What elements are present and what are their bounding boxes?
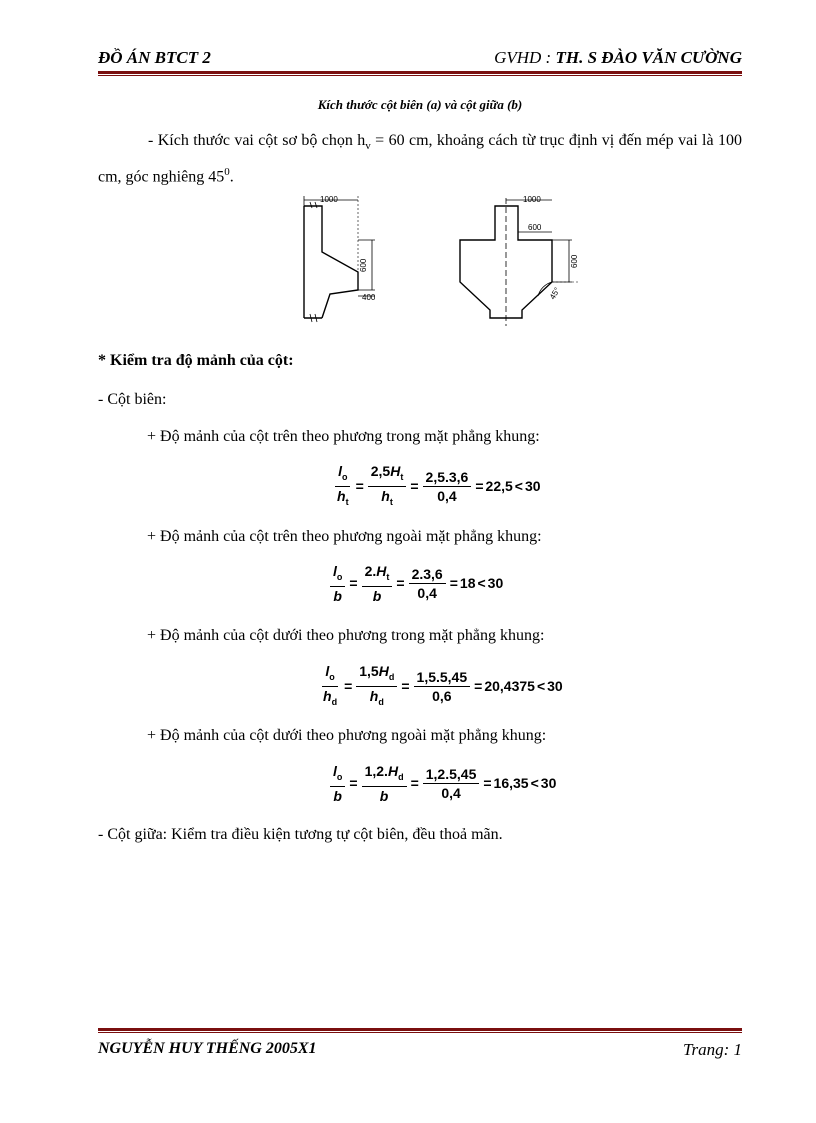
formula-3-result: 20,4375	[484, 678, 535, 695]
formula-3-frac-b: $\frac{1,5H_d}{h_d}$	[356, 663, 397, 710]
header-advisor-prefix: GVHD :	[494, 48, 556, 67]
formula-1-frac-a: $\frac{l_o}{h_t}$	[337, 463, 349, 507]
formula-3-frac-c: $\frac{1,5.5,45}{0,6}$	[414, 669, 471, 704]
footer-rule	[98, 1028, 742, 1033]
formula-2-frac-a: $\frac{l_o}{b}$	[330, 563, 345, 604]
footer-page-number: Trang: 1	[682, 1040, 742, 1059]
item-1-label: + Độ mảnh của cột trên theo phương trong mặt phẳng khung:	[147, 428, 540, 445]
intro-subscript: v	[365, 140, 371, 153]
formula-2: $\frac{l_o}{b}$ = $\frac{2.H_t}{b}$ = $\frac{2.3,6}{0,4}$ = 18 < 30	[328, 563, 503, 604]
item-4-label: + Độ mảnh của cột dưới theo phương ngoài mặt phẳng khung:	[147, 727, 547, 744]
edge-dim-bottom: 400	[362, 293, 376, 302]
figure-caption: Kích thước cột biên (a) và cột giữa (b)	[317, 97, 523, 112]
intro-text-2: = 60 cm, khoảng cách từ trục định vị đến mép vai là 100 cm, góc nghiêng 45	[98, 132, 742, 186]
item-3-label: + Độ mảnh của cột dưới theo phương trong mặt phẳng khung:	[147, 627, 545, 644]
column-dimension-figure	[290, 192, 600, 332]
edge-column-label: - Cột biên:	[98, 391, 167, 408]
formula-4-limit: 30	[540, 775, 557, 792]
formula-4-frac-b: $\frac{1,2.H_d}{b}$	[362, 763, 407, 804]
middle-dim-angle: 45°	[547, 286, 562, 301]
intro-superscript: 0	[224, 166, 230, 179]
intro-paragraph	[98, 128, 742, 191]
formula-4-frac-c: $\frac{1,2.5,45}{0,4}$	[423, 766, 480, 801]
slenderness-check-heading: * Kiểm tra độ mảnh của cột:	[98, 352, 294, 369]
header-rule	[98, 71, 742, 76]
formula-1-frac-c: $\frac{2,5.3,6}{0,4}$	[423, 469, 472, 504]
formula-3: $\frac{l_o}{h_d}$ = $\frac{1,5H_d}{h_d}$ = $\frac{1,5.5,45}{0,6}$ = 20,4375 < 30	[318, 663, 563, 710]
intro-text-1: - Kích thước vai cột sơ bộ chọn h	[148, 132, 366, 149]
middle-dim-side: 600	[570, 254, 579, 268]
formula-4-result: 16,35	[493, 775, 529, 792]
formula-2-result: 18	[459, 575, 476, 592]
formula-4: $\frac{l_o}{b}$ = $\frac{1,2.H_d}{b}$ = $\frac{1,2.5,45}{0,4}$ = 16,35 < 30	[328, 763, 556, 804]
formula-2-limit: 30	[487, 575, 504, 592]
footer-author: NGUYỄN HUY THẾNG 2005X1	[98, 1040, 317, 1057]
edge-dim-side: 600	[359, 258, 368, 272]
formula-1-frac-b: $\frac{2,5H_t}{h_t}$	[368, 463, 407, 510]
intro-text-3: .	[229, 168, 234, 186]
formula-3-limit: 30	[547, 678, 563, 695]
formula-4-frac-a: $\frac{l_o}{b}$	[330, 763, 345, 804]
header-advisor-name: TH. S ĐÀO VĂN CƯỜNG	[555, 48, 742, 67]
middle-dim-inner: 600	[528, 223, 542, 232]
item-2-label: + Độ mảnh của cột trên theo phương ngoài mặt phẳng khung:	[147, 528, 542, 545]
formula-1: $\frac{l_o}{h_t}$ = $\frac{2,5H_t}{h_t}$ = $\frac{2,5.3,6}{0,4}$ = 22,5 < 30	[332, 463, 541, 510]
formula-2-frac-c: $\frac{2.3,6}{0,4}$	[409, 566, 446, 601]
edge-dim-top: 1000	[320, 195, 338, 204]
header-project-title: ĐỒ ÁN BTCT 2	[98, 48, 211, 67]
formula-2-frac-b: $\frac{2.H_t}{b}$	[362, 563, 393, 604]
header-advisor	[494, 48, 742, 68]
formula-3-frac-a: $\frac{l_o}{h_d}$	[323, 663, 338, 707]
middle-column-note: - Cột giữa: Kiểm tra điều kiện tương tự cột biên, đều thoả mãn.	[98, 826, 503, 843]
formula-1-result: 22,5	[485, 478, 513, 495]
middle-dim-top: 1000	[523, 195, 541, 204]
formula-1-limit: 30	[524, 478, 541, 495]
edge-column-outline	[304, 206, 358, 318]
